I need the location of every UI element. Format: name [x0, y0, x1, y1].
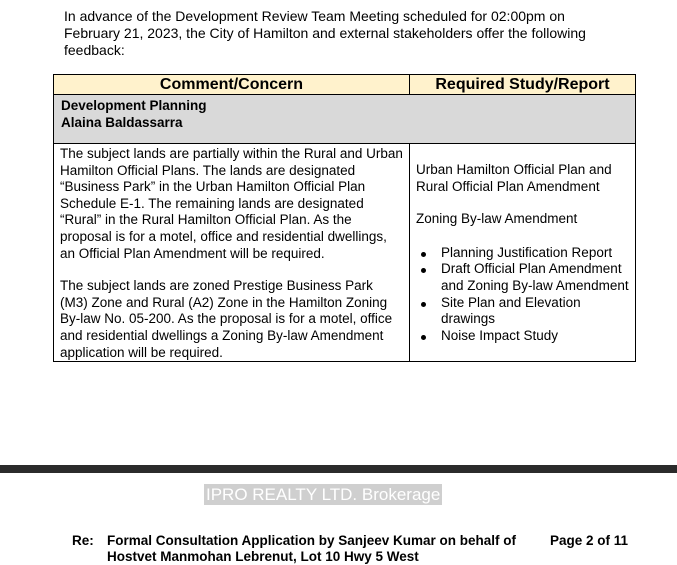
list-item: Site Plan and Elevation drawings	[416, 295, 629, 328]
required-cell	[409, 144, 635, 362]
header-comment-concern: Comment/Concern	[54, 75, 410, 95]
section-contact-name: Alaina Baldassarra	[61, 115, 183, 130]
header-required-study: Required Study/Report	[409, 75, 635, 95]
table-header-row	[54, 75, 636, 95]
table-row	[54, 144, 636, 362]
list-item: Noise Impact Study	[416, 328, 629, 345]
required-studies-list	[416, 245, 629, 345]
footer-page-number: Page 2 of 11	[550, 533, 629, 548]
intro-text: In advance of the Development Review Team Meeting scheduled for 02:00pm on February 21, 2023, the City of Hamilton and external stakeholders offer the following feedback:	[64, 8, 586, 58]
required-zoning: Zoning By-law Amendment	[415, 211, 578, 227]
page-divider	[0, 465, 677, 473]
list-item: Planning Justification Report	[416, 245, 629, 262]
required-official-plan: Urban Hamilton Official Plan and Rural Official Plan Amendment	[415, 162, 612, 194]
section-cell	[54, 95, 636, 144]
page-footer	[72, 533, 672, 564]
section-row	[54, 95, 636, 144]
watermark: IPRO REALTY LTD. Brokerage	[206, 485, 441, 504]
comment-cell	[54, 144, 410, 362]
feedback-table	[53, 74, 636, 362]
footer-subject: Formal Consultation Application by Sanjeev Kumar on behalf of Hostvet Manmohan Lebrenut, Lot 10 Hwy 5 West	[107, 533, 517, 564]
list-item: Draft Official Plan Amendment and Zoning By-law Amendment	[416, 261, 629, 294]
section-department: Development Planning	[61, 98, 207, 113]
comment-paragraph-1: The subject lands are partially within the Rural and Urban Hamilton Official Plans. The lands are designated “Business Park” in the Urban Hamilton Official Plan Schedule E-1. The remaining lands are designated “Rural” in the Rural Hamilton Official Plan. As the proposal is for a motel, office and residential dwellings, an Official Plan Amendment will be required.	[60, 146, 403, 261]
comment-paragraph-2: The subject lands are zoned Prestige Business Park (M3) Zone and Rural (A2) Zone in the Hamilton Zoning By-law No. 05-200. As the proposal is for a motel, office and residential dwellings a Zoning By-law Amendment application will be required.	[60, 278, 393, 360]
footer-re-label: Re:	[72, 533, 94, 548]
